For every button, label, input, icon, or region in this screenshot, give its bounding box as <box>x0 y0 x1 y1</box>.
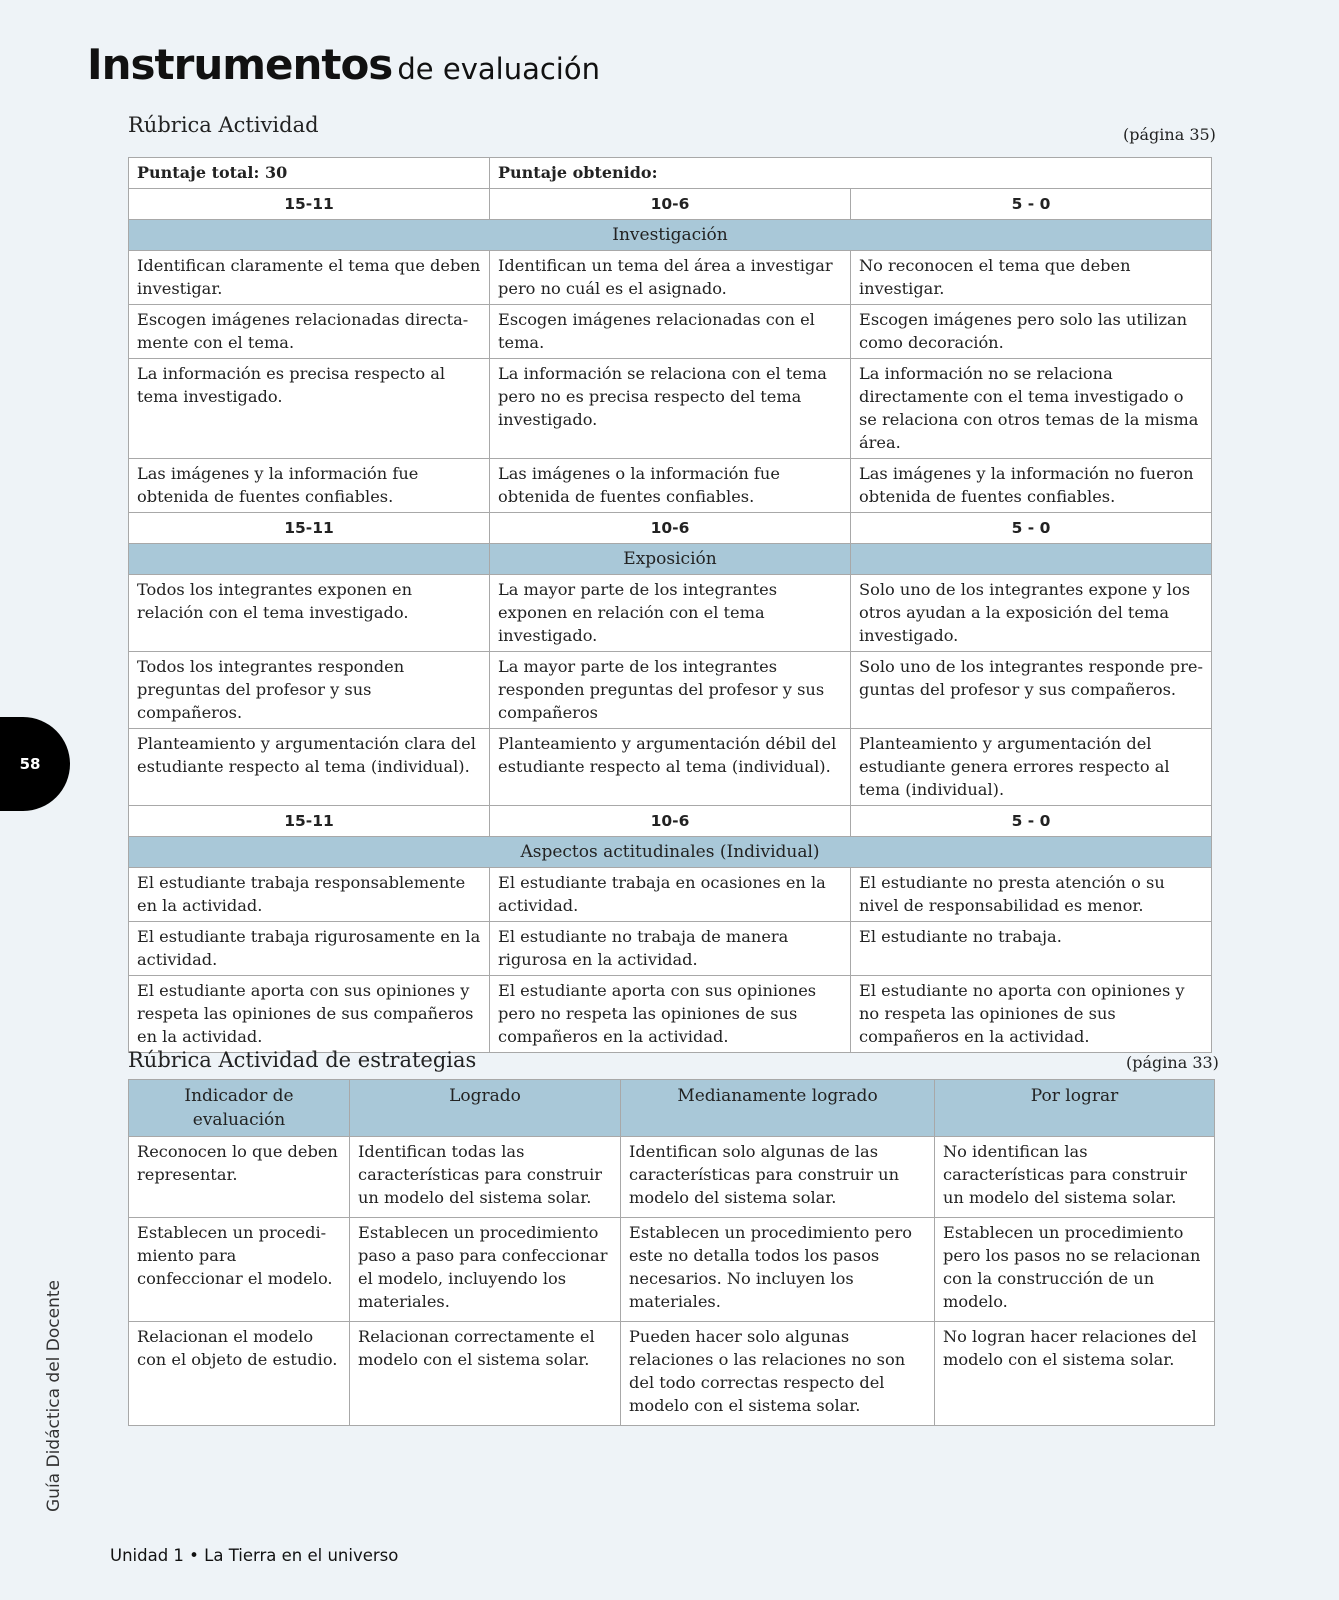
table-cell: La mayor parte de los integrantes responden preguntas del profesor y sus compañeros <box>490 652 851 729</box>
rubric1-table <box>128 157 1212 1053</box>
table-row <box>129 729 1212 806</box>
table-cell: No logran hacer relaciones del modelo con el sistema solar. <box>935 1322 1215 1426</box>
rubric1-title: Rúbrica Actividad <box>128 113 319 137</box>
guide-label: Guía Didáctica del Docente <box>44 1280 64 1512</box>
score-cell: 15-11 <box>129 513 490 544</box>
section-header: Aspectos actitudinales (Individual) <box>129 837 1212 868</box>
table-row <box>129 251 1212 305</box>
page-title-rest: de evaluación <box>397 52 600 86</box>
table-cell: El estudiante trabaja responsablemente en la actividad. <box>129 868 490 922</box>
score-cell: 5 - 0 <box>851 806 1212 837</box>
table-cell: El estudiante aporta con sus opiniones y respeta las opiniones de sus compañeros en la actividad. <box>129 976 490 1053</box>
rubric1-total-row <box>129 158 1212 189</box>
table-row <box>129 459 1212 513</box>
column-header: Indicador de evaluación <box>129 1080 350 1137</box>
rubric2-table <box>128 1079 1215 1426</box>
table-cell: No reconocen el tema que deben investigar. <box>851 251 1212 305</box>
page-number-tab <box>0 717 70 811</box>
section-header-row <box>129 544 1212 575</box>
score-cell: 15-11 <box>129 189 490 220</box>
score-row <box>129 189 1212 220</box>
score-cell: 5 - 0 <box>851 189 1212 220</box>
table-cell: Solo uno de los integrantes expone y los otros ayudan a la exposición del tema investigado. <box>851 575 1212 652</box>
table-cell: Pueden hacer solo algunas relaciones o las relaciones no son del todo correctas respecto del modelo con el sistema solar. <box>621 1322 935 1426</box>
rubric2-page-ref: (página 33) <box>1126 1053 1219 1072</box>
table-row <box>129 1137 1215 1218</box>
table-cell: Escogen imágenes relacionadas con el tema. <box>490 305 851 359</box>
table-cell: Relacionan correctamente el modelo con el sistema solar. <box>350 1322 621 1426</box>
table-cell: El estudiante trabaja rigurosamente en la actividad. <box>129 922 490 976</box>
section-header-blank <box>851 544 1212 575</box>
rubric2-header-row <box>129 1080 1215 1137</box>
table-cell: La información no se relaciona directamente con el tema investigado o se relaciona con otros temas de la misma área. <box>851 359 1212 459</box>
section-header: Exposición <box>490 544 851 575</box>
rubric2-title: Rúbrica Actividad de estrategias <box>128 1048 477 1072</box>
table-row <box>129 652 1212 729</box>
table-cell: Establecen un procedimiento para confeccionar el modelo. <box>129 1218 350 1322</box>
table-cell: Establecen un procedimiento paso a paso para confeccionar el modelo, incluyendo los materiales. <box>350 1218 621 1322</box>
table-cell: Escogen imágenes relacionadas directamente con el tema. <box>129 305 490 359</box>
table-row <box>129 868 1212 922</box>
table-cell: Las imágenes y la información no fueron obtenida de fuentes confiables. <box>851 459 1212 513</box>
table-cell: Relacionan el modelo con el objeto de estudio. <box>129 1322 350 1426</box>
table-cell: El estudiante no trabaja. <box>851 922 1212 976</box>
table-row <box>129 1322 1215 1426</box>
column-header: Por lograr <box>935 1080 1215 1137</box>
column-header: Medianamente logrado <box>621 1080 935 1137</box>
table-row <box>129 1218 1215 1322</box>
table-cell: La mayor parte de los integrantes exponen en relación con el tema investigado. <box>490 575 851 652</box>
table-cell: El estudiante no aporta con opiniones y no respeta las opiniones de sus compañeros en la actividad. <box>851 976 1212 1053</box>
score-row <box>129 513 1212 544</box>
section-header-row <box>129 837 1212 868</box>
table-cell: Planteamiento y argumentación clara del estudiante respecto al tema (individual). <box>129 729 490 806</box>
table-cell: Solo uno de los integrantes responde preguntas del profesor y sus compañeros. <box>851 652 1212 729</box>
rubric1-page-ref: (página 35) <box>1123 125 1216 144</box>
table-cell: Reconocen lo que deben representar. <box>129 1137 350 1218</box>
puntaje-total: Puntaje total: 30 <box>129 158 490 189</box>
page-title <box>87 40 600 89</box>
table-cell: Todos los integrantes exponen en relación con el tema investigado. <box>129 575 490 652</box>
section-header-row <box>129 220 1212 251</box>
footer-unit: Unidad 1 • La Tierra en el universo <box>110 1546 399 1565</box>
table-cell: Establecen un procedimiento pero los pasos no se relacionan con la construcción de un modelo. <box>935 1218 1215 1322</box>
section-header-blank <box>129 544 490 575</box>
table-cell: Identifican solo algunas de las características para construir un modelo del sistema solar. <box>621 1137 935 1218</box>
table-row <box>129 976 1212 1053</box>
table-cell: Planteamiento y argumentación débil del estudiante respecto al tema (individual). <box>490 729 851 806</box>
table-cell: Todos los integrantes responden preguntas del profesor y sus compañeros. <box>129 652 490 729</box>
score-cell: 5 - 0 <box>851 513 1212 544</box>
table-cell: El estudiante trabaja en ocasiones en la actividad. <box>490 868 851 922</box>
page-title-bold: Instrumentos <box>87 40 393 89</box>
column-header: Logrado <box>350 1080 621 1137</box>
table-cell: Planteamiento y argumentación del estudiante genera errores respecto al tema (individual). <box>851 729 1212 806</box>
table-cell: El estudiante no trabaja de manera rigurosa en la actividad. <box>490 922 851 976</box>
table-cell: La información es precisa respecto al tema investigado. <box>129 359 490 459</box>
table-cell: Identifican todas las características para construir un modelo del sistema solar. <box>350 1137 621 1218</box>
table-cell: La información se relaciona con el tema pero no es precisa respecto del tema investigado. <box>490 359 851 459</box>
table-cell: No identifican las características para construir un modelo del sistema solar. <box>935 1137 1215 1218</box>
table-cell: Las imágenes y la información fue obtenida de fuentes confiables. <box>129 459 490 513</box>
score-cell: 15-11 <box>129 806 490 837</box>
table-row <box>129 922 1212 976</box>
table-cell: El estudiante no presta atención o su nivel de responsabilidad es menor. <box>851 868 1212 922</box>
score-row <box>129 806 1212 837</box>
score-cell: 10-6 <box>490 513 851 544</box>
table-row <box>129 359 1212 459</box>
table-row <box>129 305 1212 359</box>
score-cell: 10-6 <box>490 806 851 837</box>
table-cell: Las imágenes o la información fue obtenida de fuentes confiables. <box>490 459 851 513</box>
table-cell: Identifican un tema del área a investigar pero no cuál es el asignado. <box>490 251 851 305</box>
section-header: Investigación <box>129 220 1212 251</box>
table-row <box>129 575 1212 652</box>
puntaje-obtenido: Puntaje obtenido: <box>490 158 1212 189</box>
table-cell: Escogen imágenes pero solo las utilizan como decoración. <box>851 305 1212 359</box>
table-cell: El estudiante aporta con sus opiniones pero no respeta las opiniones de sus compañeros en la actividad. <box>490 976 851 1053</box>
table-cell: Establecen un procedimiento pero este no detalla todos los pasos necesarios. No incluyen los materiales. <box>621 1218 935 1322</box>
page-number: 58 <box>19 755 41 773</box>
score-cell: 10-6 <box>490 189 851 220</box>
table-cell: Identifican claramente el tema que deben investigar. <box>129 251 490 305</box>
